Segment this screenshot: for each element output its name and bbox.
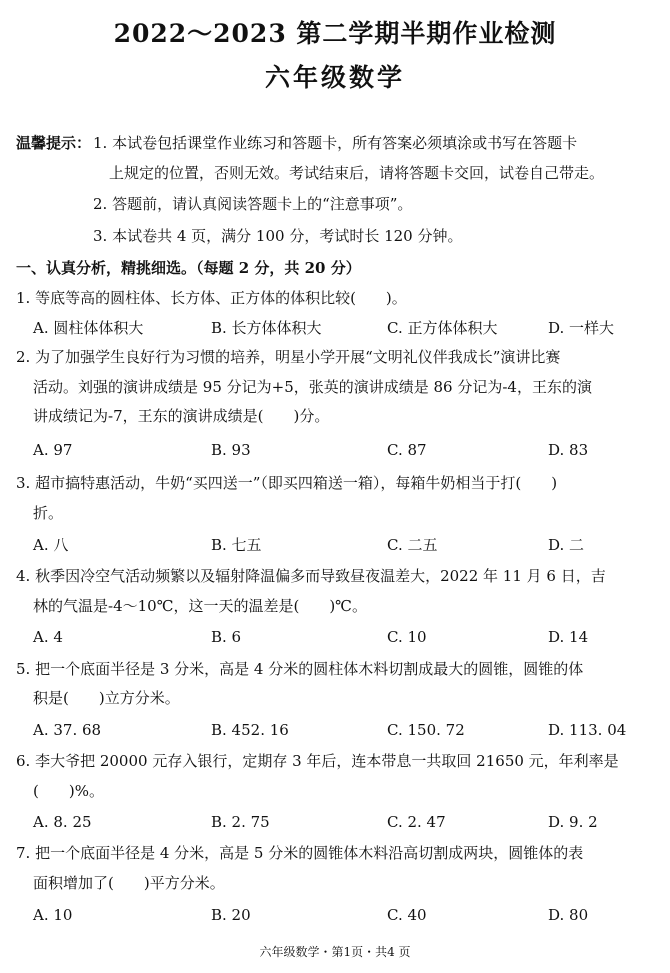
question-5-line-1: 5. 把一个底面半径是 3 分米，高是 4 分米的圆柱体木料切割成最大的圆锥，圆锥的体 [16, 660, 584, 678]
question-4-options [33, 627, 653, 647]
section-heading: 一、认真分析，精挑细选。（每题 2 分，共 20 分） [16, 259, 361, 277]
question-5-options [33, 720, 653, 740]
option-d: D. 113. 04 [548, 721, 627, 739]
option-c: C. 二五 [387, 536, 438, 554]
option-c: C. 10 [387, 628, 427, 646]
option-b: B. 6 [211, 628, 242, 646]
option-a: A. 圆柱体体积大 [33, 319, 144, 337]
option-c: C. 40 [387, 906, 427, 924]
option-a: A. 8. 25 [33, 813, 92, 831]
option-c: C. 87 [387, 441, 427, 459]
option-a: A. 97 [33, 441, 73, 459]
option-d: D. 二 [548, 536, 585, 554]
question-2-line-2: 活动。刘强的演讲成绩是 95 分记为+5，张英的演讲成绩是 86 分记为-4，王东的演 [33, 378, 592, 396]
option-b: B. 452. 16 [211, 721, 289, 739]
option-c: C. 150. 72 [387, 721, 465, 739]
option-a: A. 八 [33, 536, 69, 554]
question-3-options [33, 535, 653, 555]
page-title: 2022～2023 第二学期半期作业检测 [113, 19, 557, 48]
notice-line-1b: 上规定的位置，否则无效。考试结束后，请将答题卡交回，试卷自己带走。 [109, 164, 605, 182]
option-d: D. 83 [548, 441, 589, 459]
question-3-line-2: 折。 [33, 504, 64, 522]
option-b: B. 93 [211, 441, 251, 459]
option-d: D. 9. 2 [548, 813, 598, 831]
question-7-options [33, 905, 653, 925]
question-6-line-1: 6. 李大爷把 20000 元存入银行，定期存 3 年后，连本带息一共取回 21650 元，年利率是 [16, 752, 619, 770]
question-1-options [33, 318, 653, 338]
option-c: C. 正方体体积大 [387, 319, 498, 337]
question-4-line-2: 林的气温是-4～10℃，这一天的温差是( )℃。 [33, 597, 367, 615]
question-2-line-3: 讲成绩记为-7，王东的演讲成绩是( )分。 [33, 407, 330, 425]
option-b: B. 七五 [211, 536, 262, 554]
option-d: D. 80 [548, 906, 589, 924]
question-6-line-2: ( )%。 [33, 782, 104, 800]
option-b: B. 20 [211, 906, 251, 924]
option-a: A. 10 [33, 906, 73, 924]
option-d: D. 一样大 [548, 319, 615, 337]
question-7-line-1: 7. 把一个底面半径是 4 分米，高是 5 分米的圆锥体木料沿高切割成两块，圆锥体的表 [16, 844, 584, 862]
notice-line-1: 1. 本试卷包括课堂作业练习和答题卡，所有答案必须填涂或书写在答题卡 [93, 134, 578, 152]
question-2-line-1: 2. 为了加强学生良好行为习惯的培养，明星小学开展“文明礼仪伴我成长”演讲比赛 [16, 348, 561, 366]
question-4-line-1: 4. 秋季因冷空气活动频繁以及辐射降温偏多而导致昼夜温差大，2022 年 11 月 6 日，吉 [16, 567, 606, 585]
option-d: D. 14 [548, 628, 589, 646]
option-a: A. 37. 68 [33, 721, 102, 739]
notice-line-2: 2. 答题前，请认真阅读答题卡上的“注意事项”。 [93, 195, 413, 213]
notice-line-3: 3. 本试卷共 4 页，满分 100 分，考试时长 120 分钟。 [93, 227, 463, 245]
question-5-line-2: 积是( )立方分米。 [33, 689, 180, 707]
question-3-line-1: 3. 超市搞特惠活动，牛奶“买四送一”（即买四箱送一箱），每箱牛奶相当于打( ) [16, 474, 558, 492]
option-b: B. 长方体体积大 [211, 319, 322, 337]
notice-label: 温馨提示： [16, 134, 92, 152]
question-2-options [33, 440, 653, 460]
option-b: B. 2. 75 [211, 813, 270, 831]
question-6-options [33, 812, 653, 832]
question-7-line-2: 面积增加了( )平方分米。 [33, 874, 225, 892]
option-c: C. 2. 47 [387, 813, 446, 831]
page-footer: 六年级数学・第1页・共4 页 [259, 945, 411, 959]
option-a: A. 4 [33, 628, 63, 646]
page-subtitle: 六年级数学 [264, 63, 405, 92]
question-1-line-1: 1. 等底等高的圆柱体、长方体、正方体的体积比较( )。 [16, 289, 407, 307]
